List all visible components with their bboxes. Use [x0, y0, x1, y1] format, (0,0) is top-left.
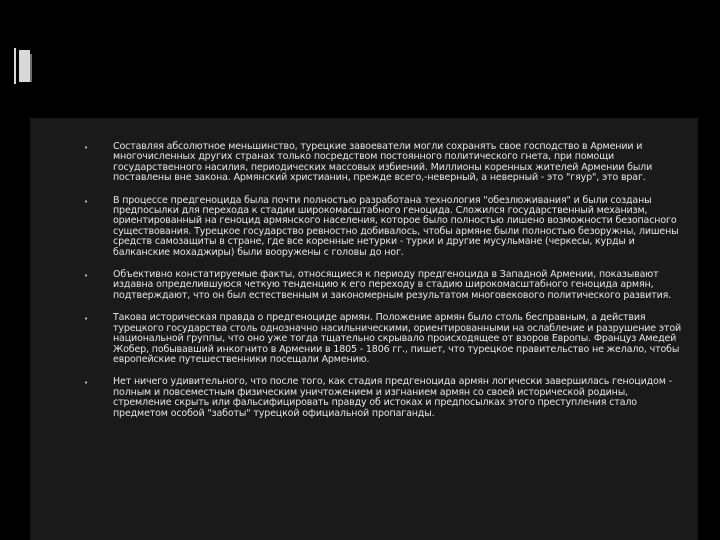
list-item [84, 142, 684, 184]
paragraph-text: Объективно констатируемые факты, относящиеся к периоду предгеноцида в Западной Армении, показывают издавна определившуюся четкую тенденцию к его переходу в стадию широкомасштабного геноцида армян, подтверждают, что он был естественным и закономерным результатом многовекового политического развития. [113, 269, 672, 301]
paragraph-text: Составляя абсолютное меньшинство, турецкие завоеватели могли сохранять свое господство в Армении и многочисленных других странах только посредством постоянного политического гнета, при помощи государственного насилия, периодических массовых избиений. Миллионы коренных жителей Армении были поставлены вне закона. Армянский христианин, прежде всего,-неверный, а неверный - это "гяур", это враг. [113, 141, 653, 184]
paragraph-text: В процессе предгеноцида была почти полностью разработана технология "обезлюживания" и были созданы предпосылки для перехода к стадии широкомасштабного геноцида. Сложился государственный механизм, ориентированный на геноцид армянского населения, которое было полностью лишено возможности безопасного существования. Турецкое государство ревностно добивалось, чтобы армяне были полностью безоружны, лишены средств самозащиты в стране, где все коренные нетурки - турки и другие мусульмане (черкесы, курды и балканские мохаджиры) были вооружены с головы до ног. [113, 194, 679, 258]
bullet-icon: • [84, 315, 89, 324]
list-item [84, 196, 684, 258]
bullet-icon: • [84, 197, 89, 206]
decorative-bar-line [30, 54, 32, 82]
paragraph-text: Нет ничего удивительного, что после того, как стадия предгеноцида армян логически завершилась геноцидом - полным и повсеместным физическим уничтожением и изгнанием армян со своей исторической родины, стремление скрыть или фальсифицировать правду об истоках и предпосылках этого преступления стало предметом особой "заботы" турецкой официальной пропаганды. [113, 376, 672, 419]
bullet-icon: • [84, 144, 89, 152]
bullet-icon: • [84, 379, 89, 388]
paragraph-text: Такова историческая правда о предгеноциде армян. Положение армян было столь бесправным, а действия турецкого государства столь однозначно насильническими, ориентированными на ослабление и разрушение этой национальной группы, что оно уже тогда тщательно скрывало происходящее от взоров Европы. Француз Амедей Жобер, побывавший инкогнито в Армении в 1805 - 1806 гг., пишет, что турецкое правительство не желало, чтобы европейские путешественники посещали Армению. [113, 312, 682, 365]
list-item [84, 270, 684, 301]
list-item [84, 377, 684, 419]
bullet-icon: • [84, 272, 89, 281]
bullet-list [84, 142, 684, 431]
decorative-bar-thin [14, 48, 16, 84]
decorative-bar-thick [19, 50, 30, 82]
list-item [84, 313, 684, 365]
